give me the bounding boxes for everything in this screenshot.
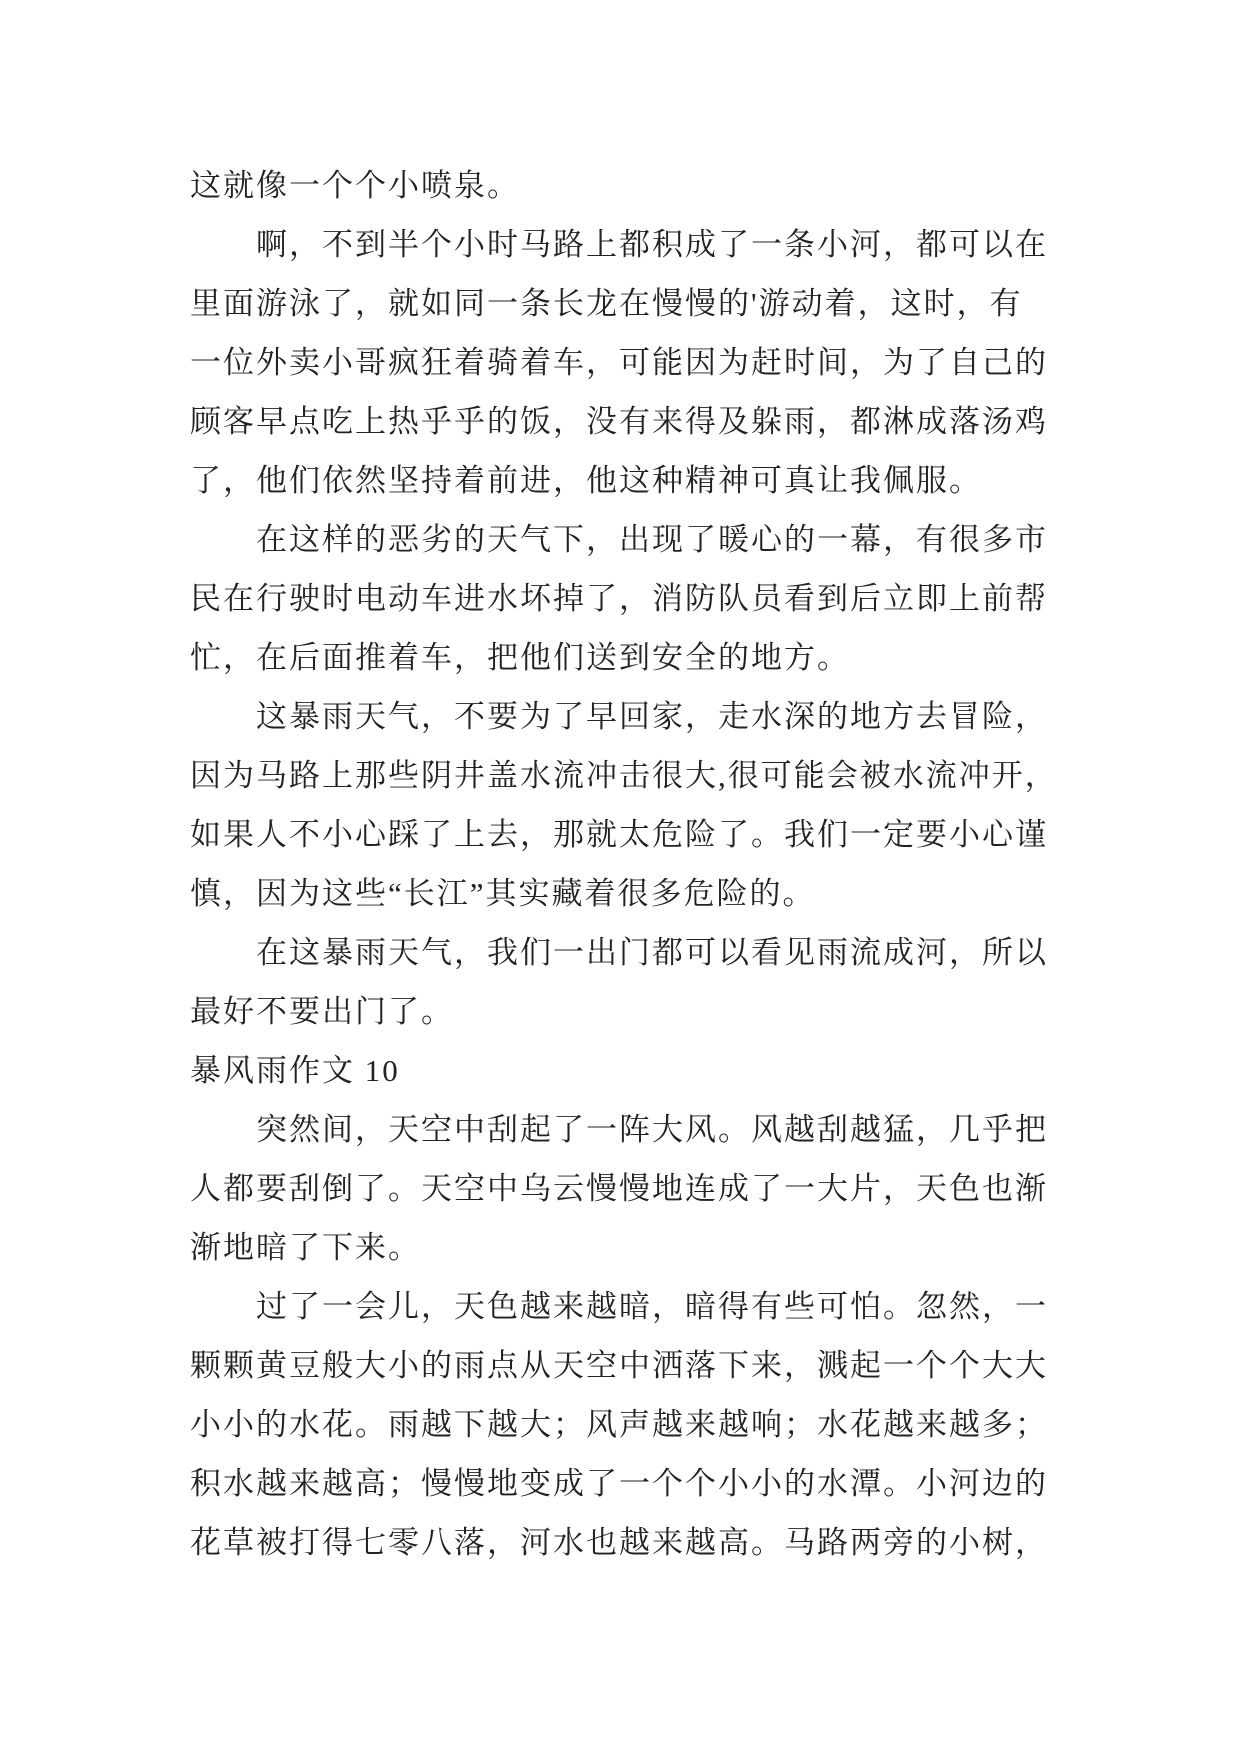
paragraph (190, 1100, 1090, 1277)
text-line: 了，他们依然坚持着前进，他这种精神可真让我佩服。 (190, 463, 982, 498)
text-line: 里面游泳了，就如同一条长龙在慢慢的'游动着，这时，有 (190, 286, 1023, 321)
text-line: 过了一会儿，天色越来越暗，暗得有些可怕。忽然，一 (256, 1289, 1048, 1324)
text-line: 突然间，天空中刮起了一阵大风。风越刮越猛，几乎把 (256, 1112, 1048, 1147)
text-line: 民在行驶时电动车进水坏掉了，消防队员看到后立即上前帮 (190, 581, 1048, 616)
text-line: 如果人不小心踩了上去，那就太危险了。我们一定要小心谨 (190, 817, 1048, 852)
text-line: 在这样的恶劣的天气下，出现了暖心的一幕，有很多市 (256, 522, 1048, 557)
text-line: 最好不要出门了。 (190, 994, 454, 1029)
text-line: 在这暴雨天气，我们一出门都可以看见雨流成河，所以 (256, 935, 1048, 970)
paragraph-continued (190, 156, 1090, 215)
text-line: 慎，因为这些“长江”其实藏着很多危险的。 (190, 876, 816, 911)
text-line: 小小的水花。雨越下越大；风声越来越响；水花越来越多； (190, 1407, 1048, 1442)
text-line: 啊，不到半个小时马路上都积成了一条小河，都可以在 (256, 227, 1048, 262)
text-line: 渐地暗了下来。 (190, 1230, 421, 1265)
text-line: 一位外卖小哥疯狂着骑着车，可能因为赶时间，为了自己的 (190, 345, 1048, 380)
text-line: 积水越来越高；慢慢地变成了一个个小小的水潭。小河边的 (190, 1466, 1048, 1501)
paragraph (190, 923, 1090, 1041)
text-line: 顾客早点吃上热乎乎的饭，没有来得及躲雨，都淋成落汤鸡 (190, 404, 1048, 439)
paragraph (190, 510, 1090, 687)
text-line: 这暴雨天气，不要为了早回家，走水深的地方去冒险， (256, 699, 1048, 734)
document-body (190, 156, 1090, 1572)
text-line: 人都要刮倒了。天空中乌云慢慢地连成了一大片，天色也渐 (190, 1171, 1048, 1206)
text-line: 忙，在后面推着车，把他们送到安全的地方。 (190, 640, 850, 675)
text-line: 因为马路上那些阴井盖水流冲击很大,很可能会被水流冲开， (190, 758, 1058, 793)
paragraph (190, 1277, 1090, 1572)
text-line: 颗颗黄豆般大小的雨点从天空中洒落下来，溅起一个个大大 (190, 1348, 1048, 1383)
text-line: 这就像一个个小喷泉。 (190, 168, 520, 203)
paragraph (190, 215, 1090, 510)
paragraph (190, 687, 1090, 923)
essay-title: 暴风雨作文 10 (190, 1053, 400, 1088)
text-line: 花草被打得七零八落，河水也越来越高。马路两旁的小树， (190, 1525, 1048, 1560)
